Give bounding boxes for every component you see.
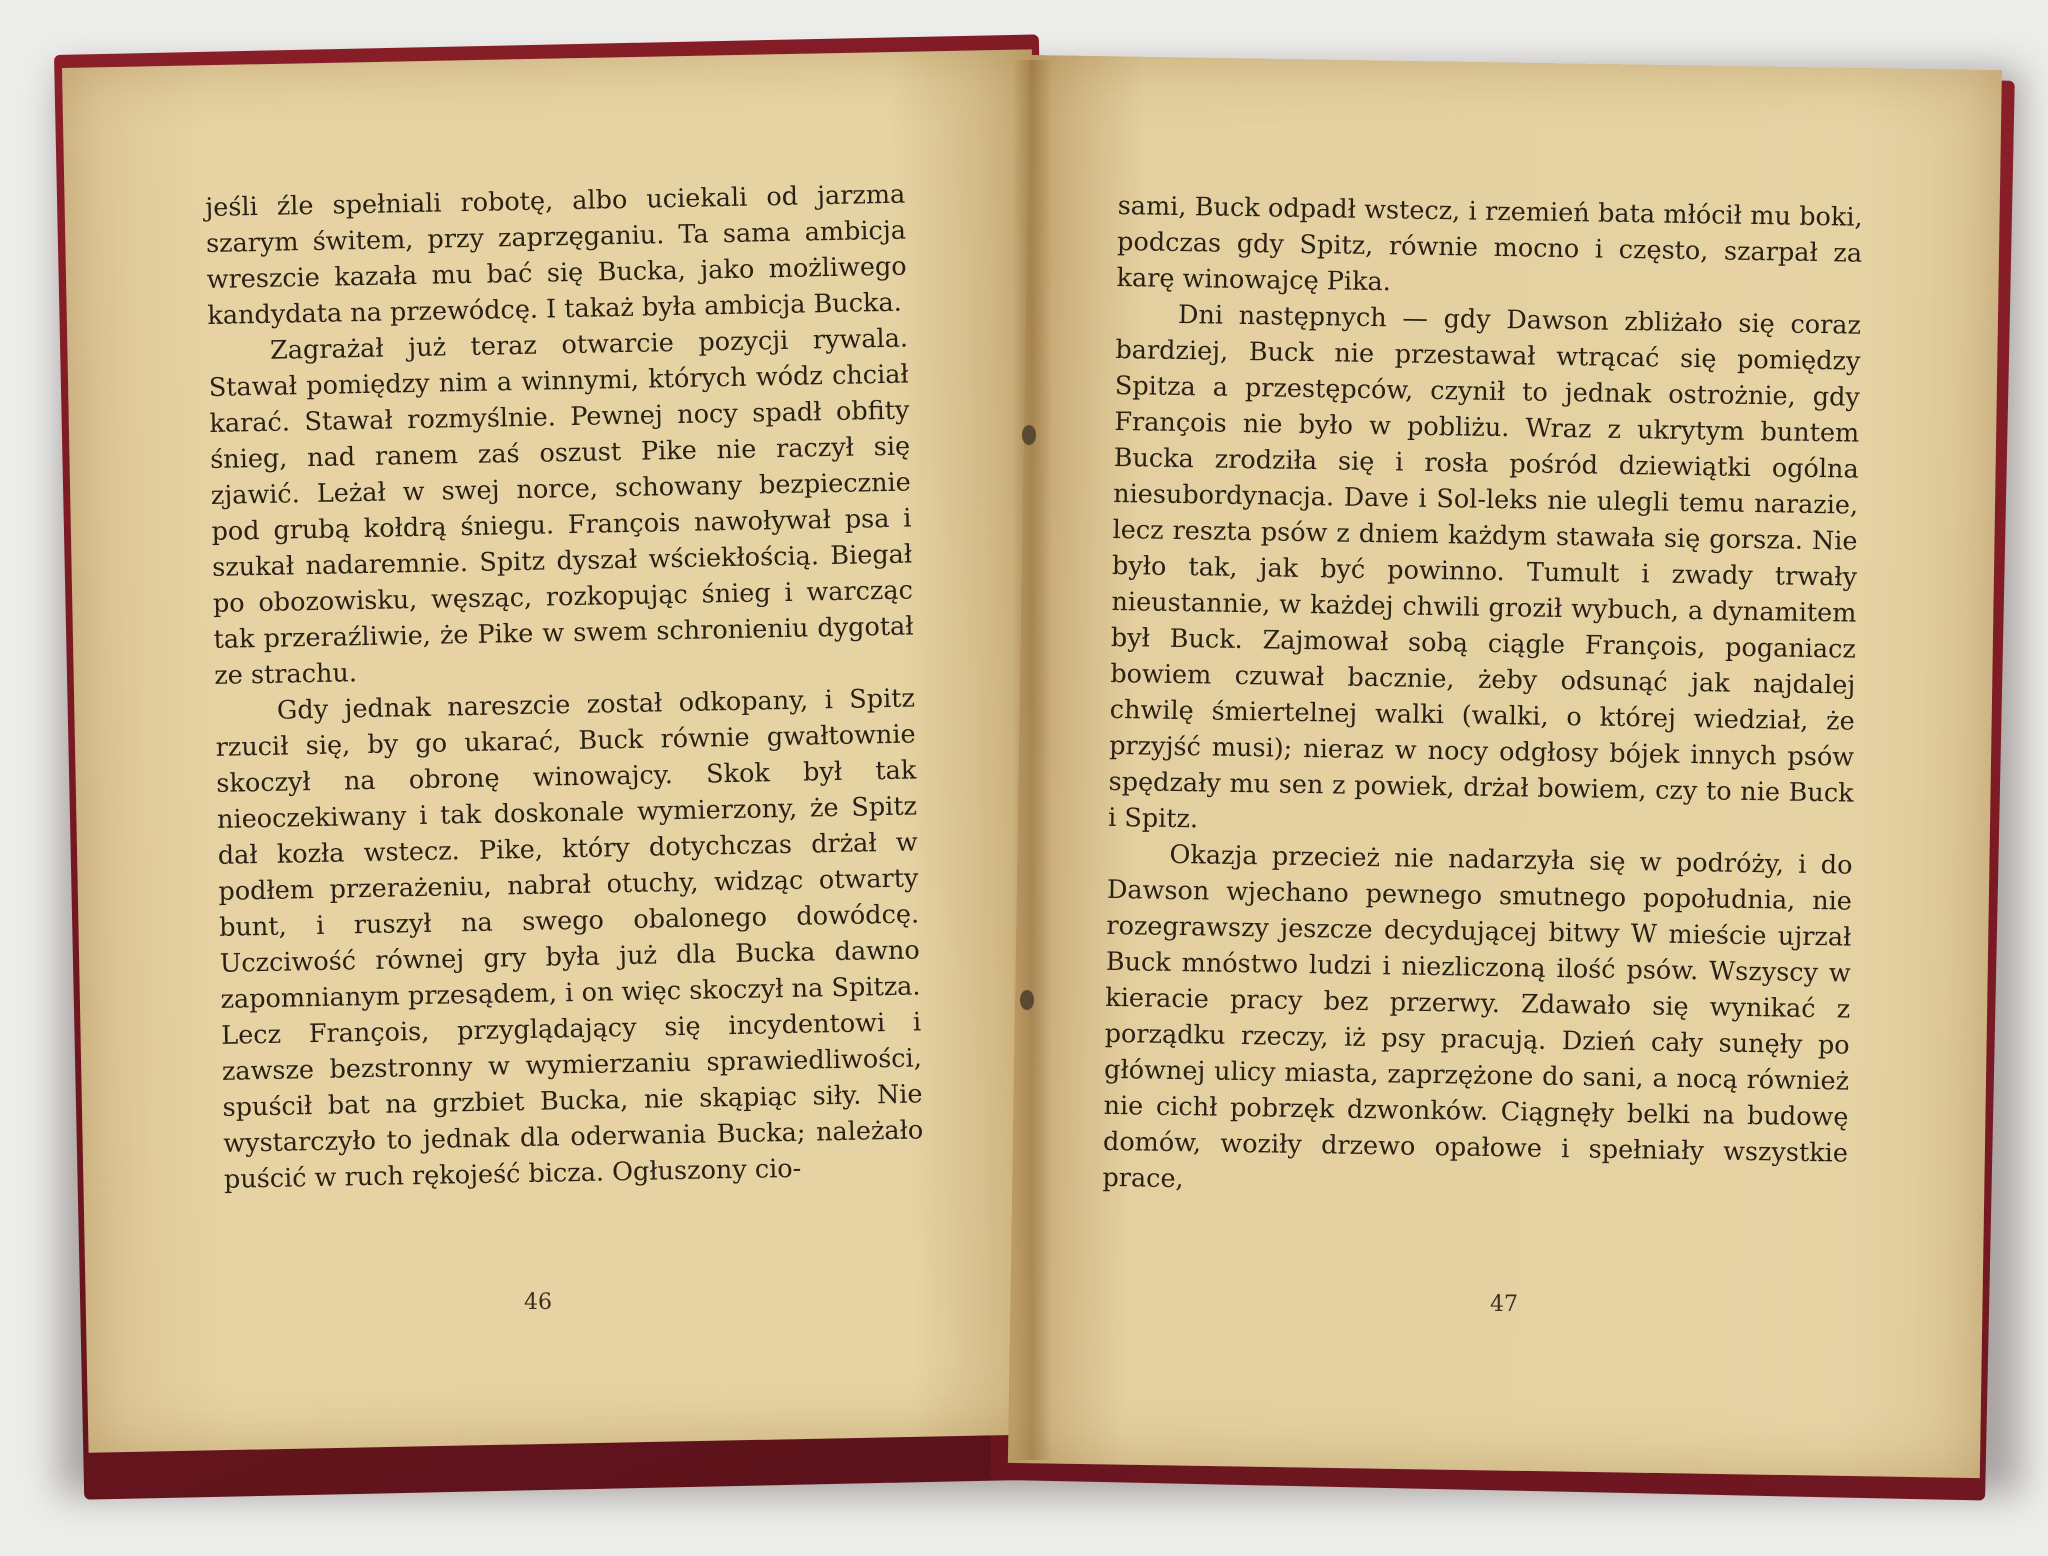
paragraph: Okazja przecież nie nadarzyła się w podróży, i do Dawson wjechano pewnego smutnego popołudnia, nie rozegrawszy jeszcze decydującej bitwy W mieście ujrzał Buck mnóstwo ludzi i niezliczoną ilość psów. Wszyscy w kieracie pracy bez przerwy. Zdawało się wynikać z porządku rzeczy, iż psy pracują. Dzień cały sunęły po głównej ulicy miasta, zaprzężone do sani, a nocą również nie cichł pobrzęk dzwonków. Ciągnęły belki na budowę domów, woziły drzewo opałowe i spełniały wszystkie prace, xyxy=(1102,839,1853,1195)
paragraph: Dni następnych — gdy Dawson zbliżało się coraz bardziej, Buck nie przestawał wtrącać się pomiędzy Spitza a przestępców, czynił to jednak ostrożnie, gdy François nie było w pobliżu. Wraz z ukrytym buntem Bucka zrodziła się i rosła pośród dziewiątki ogólna niesubordynacja. Dave i Sol-leks nie ulegli temu narazie, lecz reszta psów z dniem każdym stawała się gorsza. Nie było tak, jak być powinno. Tumult i zwady trwały nieustannie, w każdej chwili groził wybuch, a dynamitem był Buck. Zajmował sobą ciągle François, poganiacz bowiem czuwał bacznie, żeby odsunąć jak najdalej chwilę śmiertelnej walki (walki, o której wiedział, że przyjść musi); nieraz w nocy odgłosy bójek innych psów spędzały mu sen z powiek, drżał bowiem, czy to nie Buck i Spitz. xyxy=(1107,299,1862,835)
page-number-left: 46 xyxy=(524,1290,552,1315)
right-page-text xyxy=(1102,188,1863,1208)
paragraph: Zagrażał już teraz otwarcie pozycji rywala. Stawał pomiędzy nim a winnymi, których wódz chciał karać. Stawał rozmyślnie. Pewnej nocy spadł obfity śnieg, nad ranem zaś oszust Pike nie raczył się zjawić. Leżał w swej norce, schowany bezpiecznie pod grubą kołdrą śniegu. François nawoływał psa i szukał nadaremnie. Spitz dyszał wściekłością. Biegał po obozowisku, węsząc, rozkopując śnieg i warcząc tak przeraźliwie, że Pike w swem schronieniu dygotał ze strachu. xyxy=(208,323,914,691)
page-number-right: 47 xyxy=(1490,1292,1518,1317)
binding-stitch-bottom xyxy=(1020,990,1034,1010)
paragraph: sami, Buck odpadł wstecz, i rzemień bata młócił mu boki, podczas gdy Spitz, równie mocno i często, szarpał za karę winowajcę Pika. xyxy=(1116,190,1863,298)
paragraph: jeśli źle spełniali robotę, albo uciekali od jarzma szarym świtem, przy zaprzęganiu. Ta sama ambicja wreszcie kazała mu bać się Bucka, jako możliwego kandydata na przewódcę. I takaż była ambicja Bucka. xyxy=(205,179,907,331)
binding-stitch-top xyxy=(1022,425,1036,445)
paragraph: Gdy jednak nareszcie został odkopany, i Spitz rzucił się, by go ukarać, Buck równie gwałtownie skoczył na obronę winowajcy. Skok był tak nieoczekiwany i tak doskonale wymierzony, że Spitz dał kozła wstecz. Pike, który dotychczas drżał w podłem przerażeniu, nabrał otuchy, widząc otwarty bunt, i ruszył na swego obalonego dowódcę. Uczciwość równej gry była już dla Bucka dawno zapomnianym przesądem, i on więc skoczył na Spitza. Lecz François, przyglądający się incydentowi i zawsze bezstronny w wymierzaniu sprawiedliwości, spuścił bat na grzbiet Bucka, nie skąpiąc siły. Nie wystarczyło to jednak dla oderwania Bucka; należało puścić w ruch rękojeść bicza. Ogłuszony cio- xyxy=(215,683,924,1195)
left-page-text xyxy=(205,177,924,1198)
book-gutter xyxy=(1012,60,1052,1460)
